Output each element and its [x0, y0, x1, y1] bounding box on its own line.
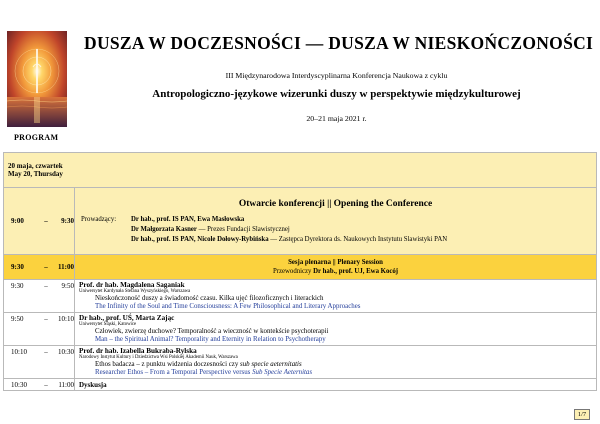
discussion-sep: – [44, 380, 48, 389]
talk-start: 9:30 [11, 282, 24, 290]
talk-institution: Uniwersytet Kardynała Stefana Wyszyńskiego, Warszawa [79, 289, 191, 294]
day-header-row [4, 153, 597, 188]
opening-time [4, 188, 75, 255]
moderator-name: Dr hab., prof. IS PAN, Nicole Dołowy-Rybińska [131, 235, 269, 243]
talk-title-en: Researcher Ethos – From a Temporal Perspective versus Sub Specie Aeternitas [95, 369, 313, 376]
day-header [4, 153, 597, 188]
talk-title-pl: Ethos badacza – z punktu widzenia doczesności czy sub specie aeternitatis [95, 361, 302, 368]
plenary-chair-label: Przewodniczy [272, 268, 314, 275]
page-number: 1/7 [574, 409, 590, 420]
talk-institution: Uniwersytet Śląski, Katowice [79, 322, 137, 327]
conference-title: DUSZA W DOCZESNOŚCI — DUSZA W NIESKOŃCZONOŚCI [84, 33, 594, 53]
talk-details [75, 280, 597, 313]
moderator-role: — Prezes Fundacji Slawistycznej [196, 225, 290, 233]
plenary-row [4, 255, 597, 280]
opening-start: 9:00 [11, 217, 24, 225]
talk-row [4, 346, 597, 379]
talk-start: 9:50 [11, 315, 24, 323]
talk-speaker: Prof. dr hab. Izabella Bukraba-Rylska [79, 347, 197, 355]
talk-details [75, 346, 597, 379]
moderator-role: — Zastępca Dyrektora ds. Naukowych Instytutu Slawistyki PAN [268, 235, 448, 243]
talk-sep: – [44, 348, 48, 356]
conference-subtitle: III Międzynarodowa Interdyscyplinarna Konferencja Naukowa z cyklu [225, 71, 448, 80]
talk-institution: Narodowy Instytut Kultury i Dziedzictwa Wsi Polskiej Akademii Nauk, Warszawa [79, 355, 238, 360]
talk-title-en: The Infinity of the Soul and Time Consciousness: A Few Philosophical and Literary Approaches [95, 303, 361, 310]
opening-end: 9:30 [61, 217, 74, 225]
plenary-time [4, 255, 75, 280]
moderator-name: Dr Małgorzata Kasner [131, 225, 197, 233]
discussion-start: 10:30 [11, 380, 27, 389]
moderator-line [81, 235, 590, 245]
talk-speaker: Prof. dr hab. Magdalena Saganiak [79, 281, 185, 289]
plenary-end: 11:00 [58, 263, 74, 271]
talk-sep: – [44, 282, 48, 290]
plenary-sep: – [44, 263, 48, 271]
plenary-session [75, 255, 597, 280]
opening-sep: – [44, 217, 48, 225]
discussion-end: 11:00 [58, 380, 74, 389]
talk-end: 10:10 [58, 315, 74, 323]
plenary-start: 9:30 [11, 263, 24, 271]
talk-title-pl: Człowiek, zwierzę duchowe? Temporalność a wieczność w kontekście psychoterapii [95, 328, 329, 335]
talk-title-pl: Nieskończoność duszy a świadomość czasu. Kilka ujęć filozoficznych i literackich [95, 295, 324, 302]
talk-time [4, 280, 75, 313]
day-pl: 20 maja, czwartek [8, 162, 63, 170]
opening-row [4, 188, 597, 255]
talk-title-en: Man – the Spiritual Animal? Temporality and Eternity in Relation to Psychotherapy [95, 336, 326, 343]
program-label: PROGRAM [14, 133, 59, 142]
conference-theme: Antropologiczno-językowe wizerunki duszy w perspektywie międzykulturowej [152, 88, 521, 100]
talk-time [4, 313, 75, 346]
day-en: May 20, Thursday [8, 170, 63, 178]
moderator-line [81, 225, 590, 235]
talk-end: 10:30 [58, 348, 74, 356]
moderator-name: Dr hab., prof. IS PAN, Ewa Masłowska [131, 215, 245, 223]
opening-title: Otwarcie konferencji || Opening the Conference [238, 198, 433, 209]
talk-time [4, 346, 75, 379]
discussion-label: Dyskusja [75, 379, 597, 391]
talk-row [4, 313, 597, 346]
conference-dates: 20–21 maja 2021 r. [306, 114, 367, 123]
talk-details [75, 313, 597, 346]
discussion-time [4, 379, 75, 391]
moderator-line [81, 215, 590, 225]
talk-speaker: Dr hab., prof. UŚ, Marta Zając [79, 314, 175, 322]
conference-logo [7, 31, 67, 127]
moderators-label: Prowadzący: [81, 215, 117, 223]
plenary-chair: Dr hab., prof. UJ, Ewa Kocój [313, 268, 399, 275]
discussion-row [4, 379, 597, 391]
talk-start: 10:10 [11, 348, 27, 356]
schedule-table [3, 152, 597, 391]
talk-sep: – [44, 315, 48, 323]
talk-end: 9:50 [61, 282, 74, 290]
opening-session [75, 188, 597, 255]
talk-row [4, 280, 597, 313]
plenary-title: Sesja plenarna || Plenary Session [288, 259, 383, 266]
